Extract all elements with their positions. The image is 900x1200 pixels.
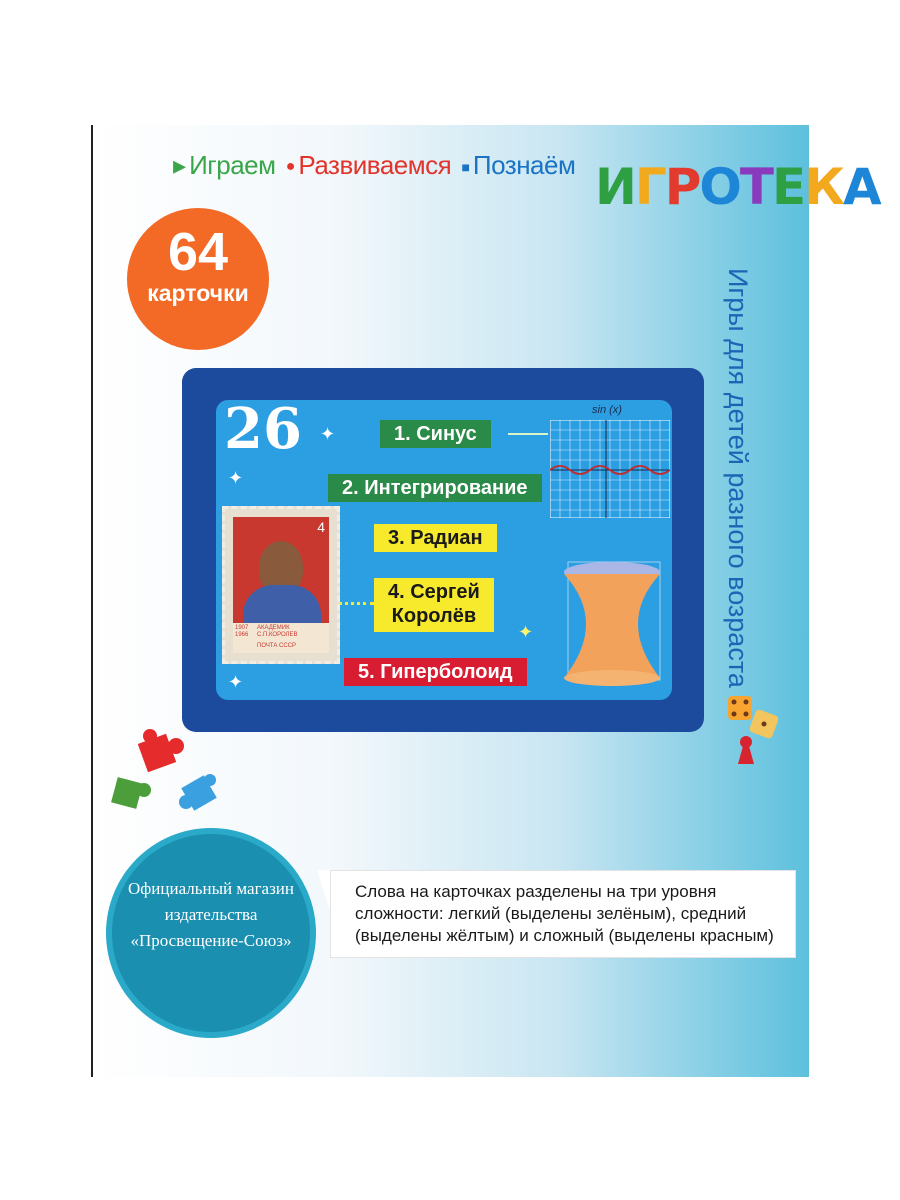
official-shop-text: Официальный магазин издательства «Просвещение-Союз» [128, 879, 294, 950]
card-word-1: 1. Синус [380, 420, 491, 448]
sine-graph [550, 404, 670, 514]
sample-card-face [216, 400, 672, 700]
stamp-footer: ПОЧТА СССР [257, 643, 296, 649]
page-edge-line [91, 125, 93, 1077]
postage-stamp [222, 506, 340, 664]
logo-letter: К [804, 158, 844, 216]
stamp-caption-block [233, 623, 329, 653]
sparkle-icon: ✦ [518, 622, 534, 642]
badge-number: 64 [167, 222, 229, 282]
card-word-4 [374, 578, 494, 632]
badge-label: карточки [147, 280, 249, 306]
connector-line [508, 433, 548, 435]
tagline-marker-3: ■ [461, 159, 470, 176]
logo-letter: А [843, 158, 880, 216]
tagline [170, 150, 575, 181]
card-word-3: 3. Радиан [374, 524, 497, 552]
sample-card [182, 368, 704, 732]
logo-letter: О [699, 158, 740, 216]
card-number: 26 [224, 400, 302, 462]
tagline-word-2: Развиваемся [298, 150, 452, 180]
card-word-4-line1: 4. Сергей [388, 581, 480, 603]
stamp-years: 1907 1966 [235, 625, 249, 638]
logo-letter: Т [739, 158, 773, 216]
logo-letter: Е [772, 158, 805, 216]
stamp-value: 4 [317, 519, 325, 535]
sine-graph-svg [550, 420, 670, 518]
sparkle-icon: ✦ [228, 468, 244, 488]
logo-letter: И [595, 158, 635, 216]
info-callout-tip [317, 870, 331, 914]
portrait-body [243, 585, 321, 625]
stamp-caption: АКАДЕМИК С.П.КОРОЛЕВ [257, 625, 298, 638]
connector-line [338, 602, 374, 605]
card-word-5: 5. Гиперболоид [344, 658, 527, 686]
tagline-marker-1: ▸ [173, 150, 187, 180]
stamp-image [233, 517, 329, 653]
sparkle-icon: ✦ [320, 424, 336, 444]
sparkle-icon: ✦ [228, 672, 244, 692]
logo-letter: Р [664, 158, 700, 216]
hyperboloid-illustration [556, 556, 668, 688]
info-callout [330, 870, 796, 958]
dice-icon [726, 694, 782, 768]
official-shop-circle [112, 834, 310, 1032]
side-caption: Игры для детей разного возраста [723, 268, 753, 688]
tagline-marker-2: ● [285, 158, 296, 176]
card-count-badge [127, 208, 269, 350]
graph-label: sin (x) [592, 404, 622, 416]
tagline-word-1: Играем [189, 150, 276, 180]
tagline-word-3: Познаём [472, 150, 576, 180]
puzzle-pieces-icon [106, 728, 226, 820]
logo-letter: Г [634, 158, 665, 216]
card-word-2: 2. Интегрирование [328, 474, 542, 502]
card-word-4-line2: Королёв [391, 605, 477, 627]
brand-logo [595, 158, 880, 216]
info-callout-text: Слова на карточках разделены на три уровня сложности: легкий (выделены зелёным), средний (выделены жёлтым) и сложный (выделены красным) [355, 882, 774, 945]
